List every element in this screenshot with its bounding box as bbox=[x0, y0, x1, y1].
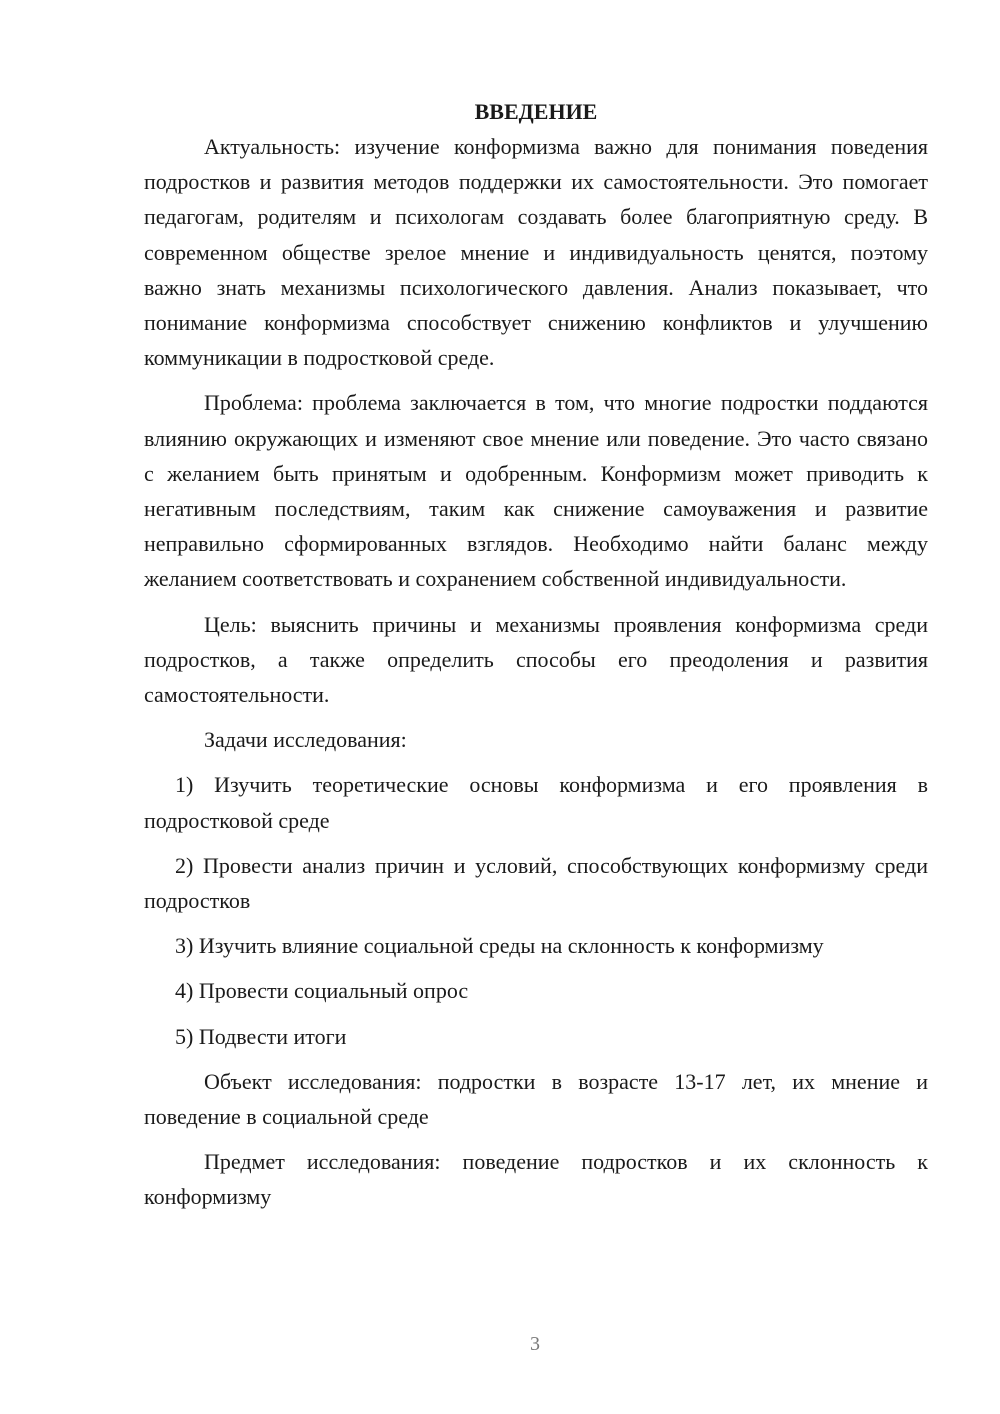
tasks-label: Задачи исследования: bbox=[204, 727, 407, 753]
relevance-paragraph: Актуальность: изучение конформизма важно для понимания поведения подростков и развития методов поддержки их самостоятельности. Это помогает педагогам, родителям и психологам создавать более благоприятную среду. В современном обществе зрелое мнение и индивидуальность ценятся, поэтому важно знать механизмы психологического давления. Анализ показывает, что понимание конформизма способствует снижению конфликтов и улучшению коммуникации в подростковой среде. bbox=[144, 134, 928, 371]
task-item: 1) Изучить теоретические основы конформизма и его проявления в подростковой среде bbox=[144, 772, 928, 833]
object-paragraph: Объект исследования: подростки в возрасте 13-17 лет, их мнение и поведение в социальной среде bbox=[144, 1068, 928, 1130]
task-item: 4) Провести социальный опрос bbox=[175, 978, 469, 1004]
section-heading: ВВЕДЕНИЕ bbox=[474, 99, 598, 124]
document-page bbox=[144, 94, 928, 1215]
goal-paragraph: Цель: выяснить причины и механизмы проявления конформизма среди подростков, а также определить способы его преодоления и развития самостоятельности. bbox=[144, 611, 928, 708]
task-item: 2) Провести анализ причин и условий, способствующих конформизму среди подростков bbox=[144, 852, 928, 914]
problem-paragraph: Проблема: проблема заключается в том, что многие подростки поддаются влиянию окружающих и изменяют свое мнение или поведение. Это часто связано с желанием быть принятым и одобренным. Конформизм может приводить к негативным последствиям, таким как снижение самоуважения и развитие неправильно сформированных взглядов. Необходимо найти баланс между желанием соответствовать и сохранением собственной индивидуальности. bbox=[144, 390, 928, 592]
task-item: 3) Изучить влияние социальной среды на склонность к конформизму bbox=[175, 933, 824, 959]
subject-paragraph: Предмет исследования: поведение подростков и их склонность к конформизму bbox=[144, 1149, 928, 1210]
page-number: 3 bbox=[530, 1333, 540, 1355]
task-item: 5) Подвести итоги bbox=[175, 1023, 347, 1049]
